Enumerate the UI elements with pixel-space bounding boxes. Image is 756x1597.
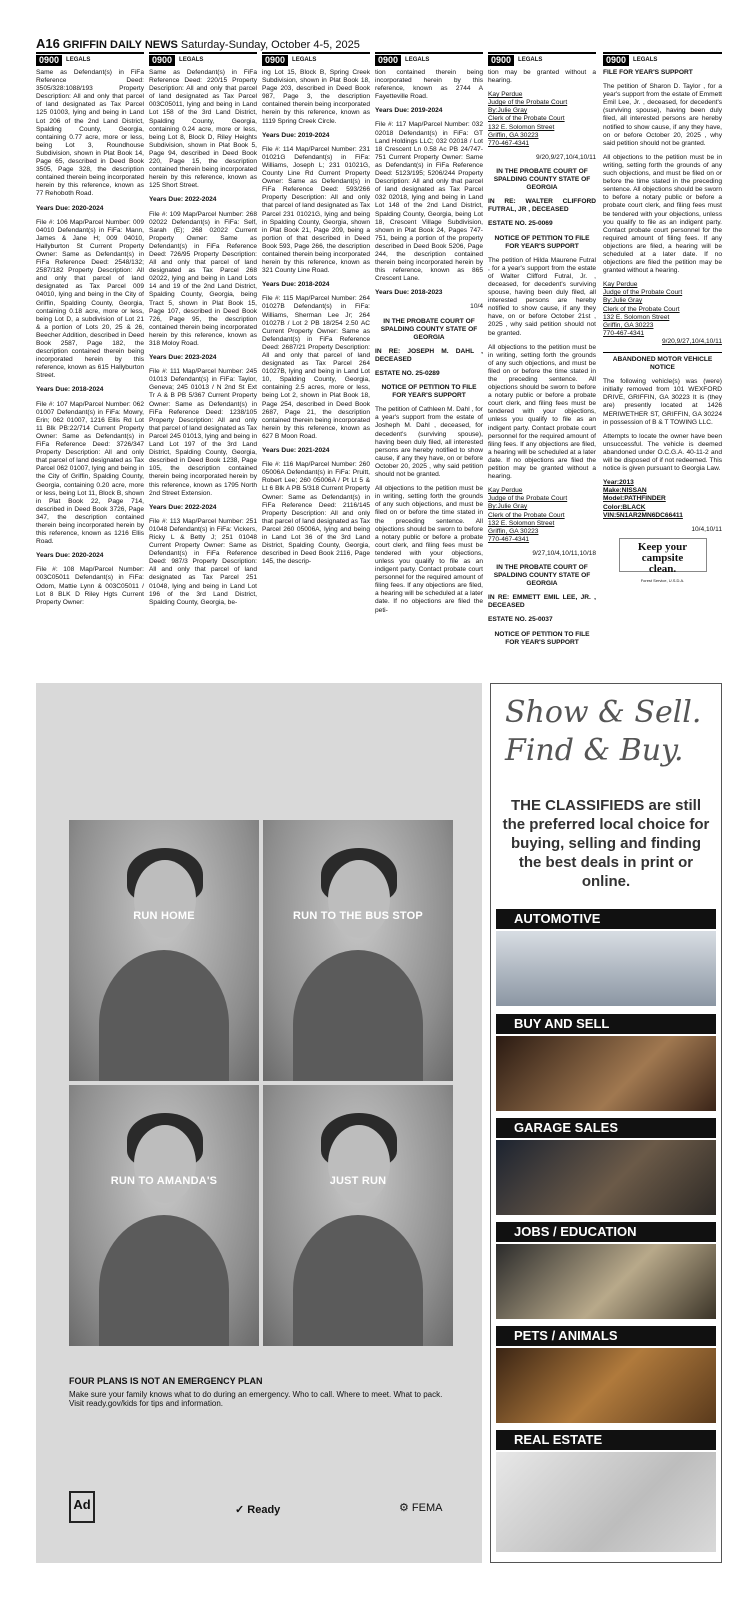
psa-line: Make sure your family knows what to do during an emergency. Who to call. Where to meet. What to pack. — [69, 1390, 443, 1399]
section-header: 0900 LEGALS — [36, 52, 144, 66]
section-header: 0900 LEGALS — [262, 52, 370, 66]
years-due: Years Due: 2022-2024 — [149, 196, 217, 204]
classifieds-tagline: THE CLASSIFIEDS are still the preferred local choice for buying, selling and finding the best deals in print or online. — [502, 797, 710, 890]
years-due: Years Due: 2018-2023 — [375, 289, 443, 297]
legal-text: tion contained therein being incorporated herein by this reference, known as 2744 A Fayetteville Road. — [375, 69, 483, 101]
cash-icon — [496, 1036, 716, 1111]
notice-heading: ABANDONED MOTOR VEHICLE NOTICE — [603, 352, 722, 372]
page-number: A16 — [36, 36, 60, 51]
psa-caption: JUST RUN — [329, 1175, 387, 1187]
psa-photo-daughter — [69, 1085, 259, 1346]
years-due: Years Due: 2020-2024 — [36, 552, 104, 560]
run-dates: 10/4 — [470, 303, 483, 311]
check-icon: ✓ — [235, 1504, 248, 1516]
category-buy-and-sell: BUY AND SELL — [496, 1014, 716, 1034]
years-due: Years Due: 2018-2024 — [36, 386, 104, 394]
psa-photo-father — [69, 820, 259, 1081]
in-re: IN RE: WALTER CLIFFORD FUTRAL, JR , DECEASED — [488, 198, 596, 214]
classifieds-ad — [490, 683, 722, 1563]
vehicle-details: Year:2013 Make:NISSAN Model:PATHFINDER Color:BLACK VIN:5N1AR2MN6DC66411 — [603, 479, 683, 519]
psa-caption: RUN TO AMANDA'S — [110, 1175, 218, 1187]
psa-title: FOUR PLANS IS NOT AN EMERGENCY PLAN — [69, 1376, 263, 1386]
signature-block: Kay Perdue Judge of the Probate Court By:Julie Gray Clerk of the Probate Court 132 E. Solomon Street Griffin, GA 30223 770-467-4341 — [488, 91, 568, 147]
paper-name: GRIFFIN DAILY NEWS — [62, 39, 178, 51]
section-header: 0900 LEGALS — [375, 52, 483, 66]
legal-text: Same as Defendant(s) in FiFa Reference Deed: 3505/328:1088/193 Property Description: All and only that parcel of land designated as Tax Parcel 125 01003, lying and being in Land Lot 206 of the 2nd Land District, Spalding County, Georgia, containing 0.77 acre, more or less, being Lot 3, Roundhouse Subdivision, shown in Plat Book 14, Page 65, described in Deed Book 3505, Page 328, the description contained therein being incorporated herein by this reference, known as 77 Rehoboth Road. — [36, 69, 144, 198]
ad-council-logo: Ad — [69, 1491, 95, 1523]
years-due: Years Due: 2021-2024 — [262, 447, 330, 455]
category-jobs-education: JOBS / EDUCATION — [496, 1222, 716, 1242]
years-due: Years Due: 2019-2024 — [375, 107, 443, 115]
legal-text: File #: 111 Map/Parcel Number: 245 01013 Defendant(s) in FiFa: Taylor, Geneva; 245 01013 / N 2nd St Ext Tr A & B PB 5/367 Current Property Owner: Same as Defendant(s) in FiFa Reference Deed: 1238/105 Property Description: All and only that parcel of land designated as Tax Parcel 245 01013, lying and being in Land Lot 197 of the 3rd Land District, Spalding County, Georgia, described in Deed Book 1238, Page 105, the description contained therein being incorporated herein by this reference, known as 1795 North 2nd Street Extension. — [149, 368, 257, 497]
legal-text: ing Lot 15, Block B, Spring Creek Subdivision, shown in Plat Book 18, Page 203, described in Deed Book 987, Page 3, the description contained therein being incorporated herein by this reference, known as 1119 Spring Creek Circle. — [262, 69, 370, 125]
campsite-ad: Keep your campsite clean. Forest Service, U.S.D.A. — [619, 538, 707, 572]
court-heading: IN THE PROBATE COURT OF SPALDING COUNTY STATE OF GEORGIA — [493, 563, 591, 588]
car-icon — [496, 931, 716, 1006]
legals-column-6 — [603, 52, 722, 682]
notice-heading: NOTICE OF PETITION TO FILE FOR YEAR'S SUPPORT — [381, 384, 477, 400]
legals-column-2 — [149, 52, 257, 682]
run-dates: 10/4,10/11 — [691, 525, 722, 533]
psa-caption: RUN TO THE BUS STOP — [293, 910, 423, 922]
petition-text: The petition of Cathleen M. Dahl , for a year's support from the estate of Josheph M. Dahl , deceased, for decedent's (surviving spouse), having been duly filed, all interested persons are hereby notified to show cause, if any they have, on or before October 20, 2025 , why said petition should not be granted. — [375, 406, 483, 479]
section-header: 0900 LEGALS — [149, 52, 257, 66]
keys-icon — [496, 1452, 716, 1552]
run-dates: 9/20,9/27,10/4,10/11 — [535, 153, 596, 161]
pets-icon — [496, 1348, 716, 1423]
legals-column-5 — [488, 52, 596, 682]
years-due: Years Due: 2022-2024 — [149, 503, 217, 511]
category-garage-sales: GARAGE SALES — [496, 1118, 716, 1138]
issue-date: Saturday-Sunday, October 4-5, 2025 — [180, 39, 360, 51]
legals-column-4 — [375, 52, 483, 682]
category-pets-animals: PETS / ANIMALS — [496, 1326, 716, 1346]
notice-heading: NOTICE OF PETITION TO FILE FOR YEAR'S SUPPORT — [494, 234, 590, 250]
seal-icon: ⚙ — [399, 1502, 412, 1514]
legal-text: tion may be granted without a hearing. — [488, 69, 596, 85]
vehicle-notice-text: The following vehicle(s) was (were) initially removed from 101 WEXFORD DRIVE, GRIFFIN, GA 30223 It is (they are) presently located at 1426 MERIWETHER ST, GRIFFIN, GA 30224 in possession of B & T TOWING LLC. — [603, 378, 722, 426]
petition-text: The petition of Sharon D. Taylor , for a year's support from the estate of Emmett Emil Lee, Jr. , deceased, for decedent's (surviving spouse), having been duly filed, all interested persons are hereby notified to show cause, if any they have, on or before October 20, 2025 , why said petition should not be granted. — [603, 83, 722, 147]
vehicle-notice-text: Attempts to locate the owner have been unsuccessful. The vehicle is deemed abandoned under O.C.G.A. 40-11-2 and will be disposed of if not redeemed. This notice is given pursuant to Georgia Law. — [603, 432, 722, 473]
psa-logos — [69, 1491, 469, 1531]
legals-column-3 — [262, 52, 370, 682]
psa-caption: RUN HOME — [133, 910, 195, 922]
years-due: Years Due: 2019-2024 — [262, 131, 330, 139]
petition-text: All objections to the petition must be in writing, setting forth the grounds of any such objections, and must be filed on or before the time stated in the preceding sentence. All objections should be sworn to before a notary public or before a probate court clerk, and filing fees must be tendered with your objections, unless you qualify to file as an indigent party. Contact probate court personnel for the required amount of filing fees. If any objections are filed, a hearing will be scheduled at a later date. If no objections are filed the peti- — [375, 485, 483, 614]
legal-text: File #: 109 Map/Parcel Number: 268 02022 Defendant(s) in FiFa: Self, Sarah (E); 268 02022 Current Property Owner: Same as Defendant(s) in FiFa Reference Deed: 726/95 Property Description: All and only that parcel of land designated as Tax Parcel 268 02022, lying and being in Land Lots 14 and 19 of the 2nd Land District, Spalding County, Georgia, being Tract 5, shown in Plat Book 15, Page 107, described in Deed Book 726, Page 95, the description contained therein being incorporated herein by this reference, known as 318 Moloy Road. — [149, 210, 257, 347]
ready-logo: ✓ Ready — [235, 1504, 281, 1516]
ready-gov-psa-ad — [36, 683, 482, 1563]
signature-block: Kay Perdue Judge of the Probate Court By:Julie Gray Clerk of the Probate Court 132 E. Solomon Street Griffin, GA 30223 770-467-4341 — [488, 487, 568, 543]
legal-text: File #: 114 Map/Parcel Number: 231 01021G Defendant(s) in FiFa: Williams, Joseph L; 231 01021G, County Line Rd Current Property Owner: Same as Defendant(s) in FiFa Reference Deed: 593/266 Property Description: All and only that parcel of land designated as Tax Parcel 231 01021G, lying and being in Spalding County, Georgia, shown in Plat Book 21, Page 209, being a portion of that described in Deed Book 593, Page 266, the description contained therein being incorporated herein by this reference, known as 321 County Line Road. — [262, 145, 370, 275]
years-due: Years Due: 2023-2024 — [149, 354, 217, 362]
legal-text: File #: 107 Map/Parcel Number: 062 01007 Defendant(s) in FiFa: Mowry, Erin; 062 01007, 1216 Ellis Rd Lot 11 Blk PB:22/714 Current Property Owner: Same as Defendant(s) in FiFa Reference Deed: 3726/347 Property Description: All and only that parcel of land designated as Tax Parcel 062 01007, lying and being in the City of Griffin, Spalding County, Georgia, containing 0.20 acre, more or less, being Lot 11, Block B, shown in Plat Book 22, Page 714, described in Deed Book 3726, Page 347, the description contained therein being incorporated herein by this reference, known as 1216 Ellis Road. — [36, 400, 144, 546]
court-heading: IN THE PROBATE COURT OF SPALDING COUNTY STATE OF GEORGIA — [380, 317, 478, 341]
psa-photo-grid — [69, 820, 454, 1346]
notice-heading: FILE FOR YEAR'S SUPPORT — [603, 69, 693, 76]
category-automotive: AUTOMOTIVE — [496, 909, 716, 929]
legals-column-1 — [36, 52, 144, 682]
legal-text: File #: 115 Map/Parcel Number: 264 01027B Defendant(s) in FiFa: Williams, Sherman Lee Jr; 264 01027B / Lot 2 PB 18/254 2.50 AC Current Property Owner: Same as Defendant(s) in FiFa Reference Deed: 2687/21 Property Description: All and only that parcel of land designated as Tax Parcel 264 01027B, lying and being in Land Lot 10, Spalding County, Georgia, containing 2.5 acres, more or less, being Lot 2, shown in Plat Book 18, Page 254, described in Deed Book 2687, Page 21, the description contained therein being incorporated herein by this reference, known as 627 B Moon Road. — [262, 295, 370, 440]
estate-number: ESTATE NO. 25-0289 — [375, 370, 440, 377]
classifieds-headline: Show & Sell. Find & Buy. — [505, 695, 702, 768]
section-header: 0900 LEGALS — [488, 52, 596, 66]
psa-photo-mother — [263, 820, 453, 1081]
masthead — [36, 36, 722, 51]
legal-text: File #: 113 Map/Parcel Number: 251 01048 Defendant(s) in FiFa: Vickers, Ricky L & Betty J; 251 01048 Current Property Owner: Same as Defendant(s) in FiFa Reference Deed: 987/3 Property Description: All and only that parcel of land designated as Tax Parcel 251 01048, lying and being in Land Lot 196 of the 3rd Land District, Spalding County, Georgia, be- — [149, 517, 257, 606]
petition-text: All objections to the petition must be in writing, setting forth the grounds of any such objections, and must be filed on or before the time stated in the preceding sentence. All objections should be sworn to before a notary public or before a probate court clerk, and filing fees must be tendered with your objections, unless you qualify to file as an indigent party. Contact probate court personnel for the required amount of filing fees. If any objections are filed, a hearing will be scheduled at a later date. If no objections are filed the petition may be granted without a hearing. — [488, 343, 596, 481]
notice-heading: NOTICE OF PETITION TO FILE FOR YEAR'S SUPPORT — [494, 630, 590, 646]
run-dates: 9/27,10/4,10/11,10/18 — [532, 549, 596, 557]
legal-text: File #: 108 Map/Parcel Number: 003C05011 Defendant(s) in FiFa: Odom, Mattie Lynn & 003C05011 / Lot 8 BLK D Riley Hgts Current Property Owner: — [36, 566, 144, 606]
in-re: IN RE: EMMETT EMIL LEE, JR. , DECEASED — [488, 594, 596, 610]
years-due: Years Due: 2018-2024 — [262, 281, 330, 289]
years-due: Years Due: 2020-2024 — [36, 204, 104, 212]
legal-text: File #: 106 Map/Parcel Number: 009 04010 Defendant(s) in FiFa: Mann, James & Jane H; 009 04010, Hallyburton St Current Property Owner: Same as Defendant(s) in FiFa Reference Deed: 2548/132; 2587/182 Property Description: All and only that parcel of land designated as Tax Parcel 009 04010, lying and being in the City of Griffin, Spalding County, Georgia, containing 0.18 acre, more or less, being Lot D, a subdivision of Lot 21 & a portion of Lots 20, 25 & 26, Beecher Addition, described in Deed Book 2587, Page 182, the description contained therein being incorporated herein by this reference, known as 615 Hallyburton Street. — [36, 218, 144, 380]
psa-photo-son — [263, 1085, 453, 1346]
legal-text: File #: 116 Map/Parcel Number: 260 05006A Defendant(s) in FiFa: Pruitt, Robert Lee; 260 05006A / Pt Lt 5 & Lt 6 Blk A PB 5/318 Current Property Owner: Same as Defendant(s) in FiFa Reference Deed: 2116/145 Property Description: All and only that parcel of land designated as Tax Parcel 260 05006A, lying and being in Land Lot 36 of the 3rd Land District, Spalding County, Georgia, described in Deed Book 2116, Page 145, the descrip- — [262, 461, 370, 566]
court-heading: IN THE PROBATE COURT OF SPALDING COUNTY STATE OF GEORGIA — [493, 167, 591, 192]
petition-text: The petition of Hilda Maurene Futral , for a year's support from the estate of Walter Clifford Futral, Jr. , deceased, for decedent's surviving spouse, having been duly filed, all interested persons are hereby notified to show cause, if any they have, on or before October 21st , 2025 , why said petition should not be granted. — [488, 256, 596, 337]
in-re: IN RE: JOSEPH M. DAHL , DECEASED — [375, 347, 483, 363]
legal-text: Same as Defendant(s) in FiFa Reference Deed: 220/15 Property Description: All and only that parcel of land designated as Tax Parcel 003C05011, lying and being in Land Lot 158 of the 3rd Land District, Spalding County, Georgia, containing 0.24 acre, more or less, being Lot 8, Block D, Riley Heights Subdivision, shown in Plat Book 5, Page 94, described in Deed Book 220, Page 15, the description contained therein being incorporated herein by this reference, known as 125 Short Street. — [149, 69, 257, 190]
legal-text: File #: 117 Map/Parcel Number: 032 02018 Defendant(s) in FiFa: GT Land Holdings LLC; 032 02018 / Lot 18 Crescent Ln 0.58 Ac PB 24/747-751 Current Property Owner: Same as Defendant(s) in FiFa Reference Deed: 5123/195; 5206/244 Property Description: All and only that parcel of land designated as Tax Parcel 032 02018, lying and being in Land Lot 148 of the 2nd Land District, Spalding County, Georgia, being Lot 18, Crescent Village Subdivision, shown in Plat Book 24, Pages 747-751, being a portion of the property described in Deed Book 5206, Page 244, the description contained therein being incorporated herein by this reference, known as 865 Crescent Lane. — [375, 121, 483, 283]
graduation-cap-icon — [496, 1244, 716, 1319]
tools-icon — [496, 1140, 716, 1215]
estate-number: ESTATE NO. 25-0037 — [488, 616, 553, 624]
category-real-estate: REAL ESTATE — [496, 1430, 716, 1450]
psa-line: Visit ready.gov/kids for tips and information. — [69, 1399, 223, 1408]
psa-footer — [69, 1376, 469, 1408]
petition-text: All objections to the petition must be in writing, setting forth the grounds of any such objections, and must be filed on or before the time stated in the preceding sentence. All objections should be sworn to before a notary public or before a probate court clerk, and filing fees must be tendered with your objections, unless you qualify to file as an indigent party. Contact probate court personnel for the required amount of filing fees. If any objections are filed, a hearing will be scheduled at a later date. If no objections are filed the petition may be granted without a hearing. — [603, 153, 722, 275]
section-header: 0900 LEGALS — [603, 52, 722, 66]
fema-logo: ⚙ FEMA — [399, 1502, 443, 1514]
estate-number: ESTATE NO. 25-0069 — [488, 220, 553, 228]
signature-block: Kay Perdue Judge of the Probate Court By:Julie Gray Clerk of the Probate Court 132 E. Solomon Street Griffin, GA 30223 770-467-4341 9/20,9/27,10/4,10/11 — [603, 281, 722, 345]
